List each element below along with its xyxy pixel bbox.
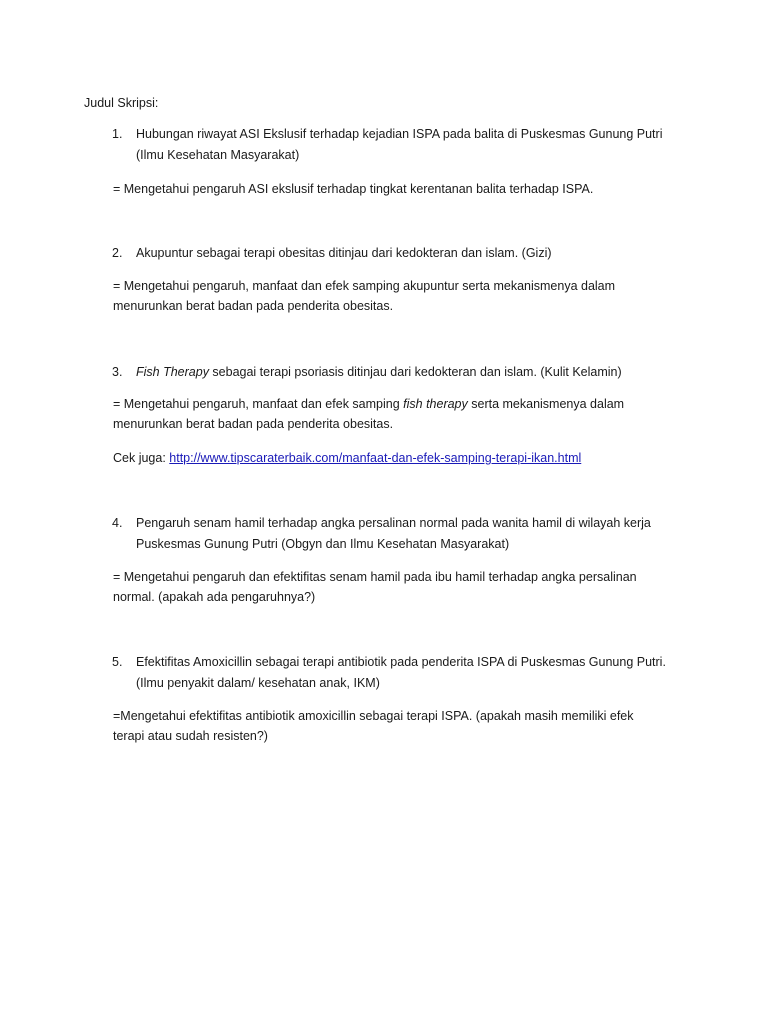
item-4-description-line-1: = Mengetahui pengaruh dan efektifitas senam hamil pada ibu hamil terhadap angka persalinan [113,570,637,584]
item-1-number: 1. [112,127,123,141]
item-3-description-italic: fish therapy [403,397,468,411]
item-3-description-line-1 [113,394,624,414]
item-3-description-line-2: menurunkan berat badan pada penderita obesitas. [113,417,394,431]
item-1-title-line-1: Hubungan riwayat ASI Ekslusif terhadap kejadian ISPA pada balita di Puskesmas Gunung Putri [136,127,663,141]
see-also-label: Cek juga: [113,451,170,465]
item-3-number: 3. [112,365,123,379]
item-3-see-also [113,448,581,468]
item-3-description-pre: = Mengetahui pengaruh, manfaat dan efek samping [113,397,404,411]
item-5-title-line-1: Efektifitas Amoxicillin sebagai terapi antibiotik pada penderita ISPA di Puskesmas Gunung Putri. [136,655,666,669]
document-title: Judul Skripsi: [84,96,159,110]
item-5-description-line-1: =Mengetahui efektifitas antibiotik amoxicillin sebagai terapi ISPA. (apakah masih memiliki efek [113,709,634,723]
item-2-description-line-2: menurunkan berat badan pada penderita obesitas. [113,299,394,313]
item-3-title-rest: sebagai terapi psoriasis ditinjau dari kedokteran dan islam. (Kulit Kelamin) [208,365,622,379]
item-4-title-line-1: Pengaruh senam hamil terhadap angka persalinan normal pada wanita hamil di wilayah kerja [136,516,651,530]
item-5-description-line-2: terapi atau sudah resisten?) [113,729,268,743]
item-4-number: 4. [112,516,123,530]
item-3-title-line-1 [136,362,622,382]
item-1-description-line-1: = Mengetahui pengaruh ASI ekslusif terhadap tingkat kerentanan balita terhadap ISPA. [113,182,594,196]
item-5-number: 5. [112,655,123,669]
item-5-title-line-2: (Ilmu penyakit dalam/ kesehatan anak, IKM) [136,676,380,690]
see-also-link[interactable]: http://www.tipscaraterbaik.com/manfaat-dan-efek-samping-terapi-ikan.html [169,451,582,465]
item-2-number: 2. [112,246,123,260]
item-3-title-italic: Fish Therapy [136,365,209,379]
item-3-description-post: serta mekanismenya dalam [467,397,625,411]
item-4-title-line-2: Puskesmas Gunung Putri (Obgyn dan Ilmu Kesehatan Masyarakat) [136,537,510,551]
item-1-title-line-2: (Ilmu Kesehatan Masyarakat) [136,148,300,162]
item-2-title-line-1: Akupuntur sebagai terapi obesitas ditinjau dari kedokteran dan islam. (Gizi) [136,246,552,260]
item-2-description-line-1: = Mengetahui pengaruh, manfaat dan efek samping akupuntur serta mekanismenya dalam [113,279,616,293]
item-4-description-line-2: normal. (apakah ada pengaruhnya?) [113,590,316,604]
